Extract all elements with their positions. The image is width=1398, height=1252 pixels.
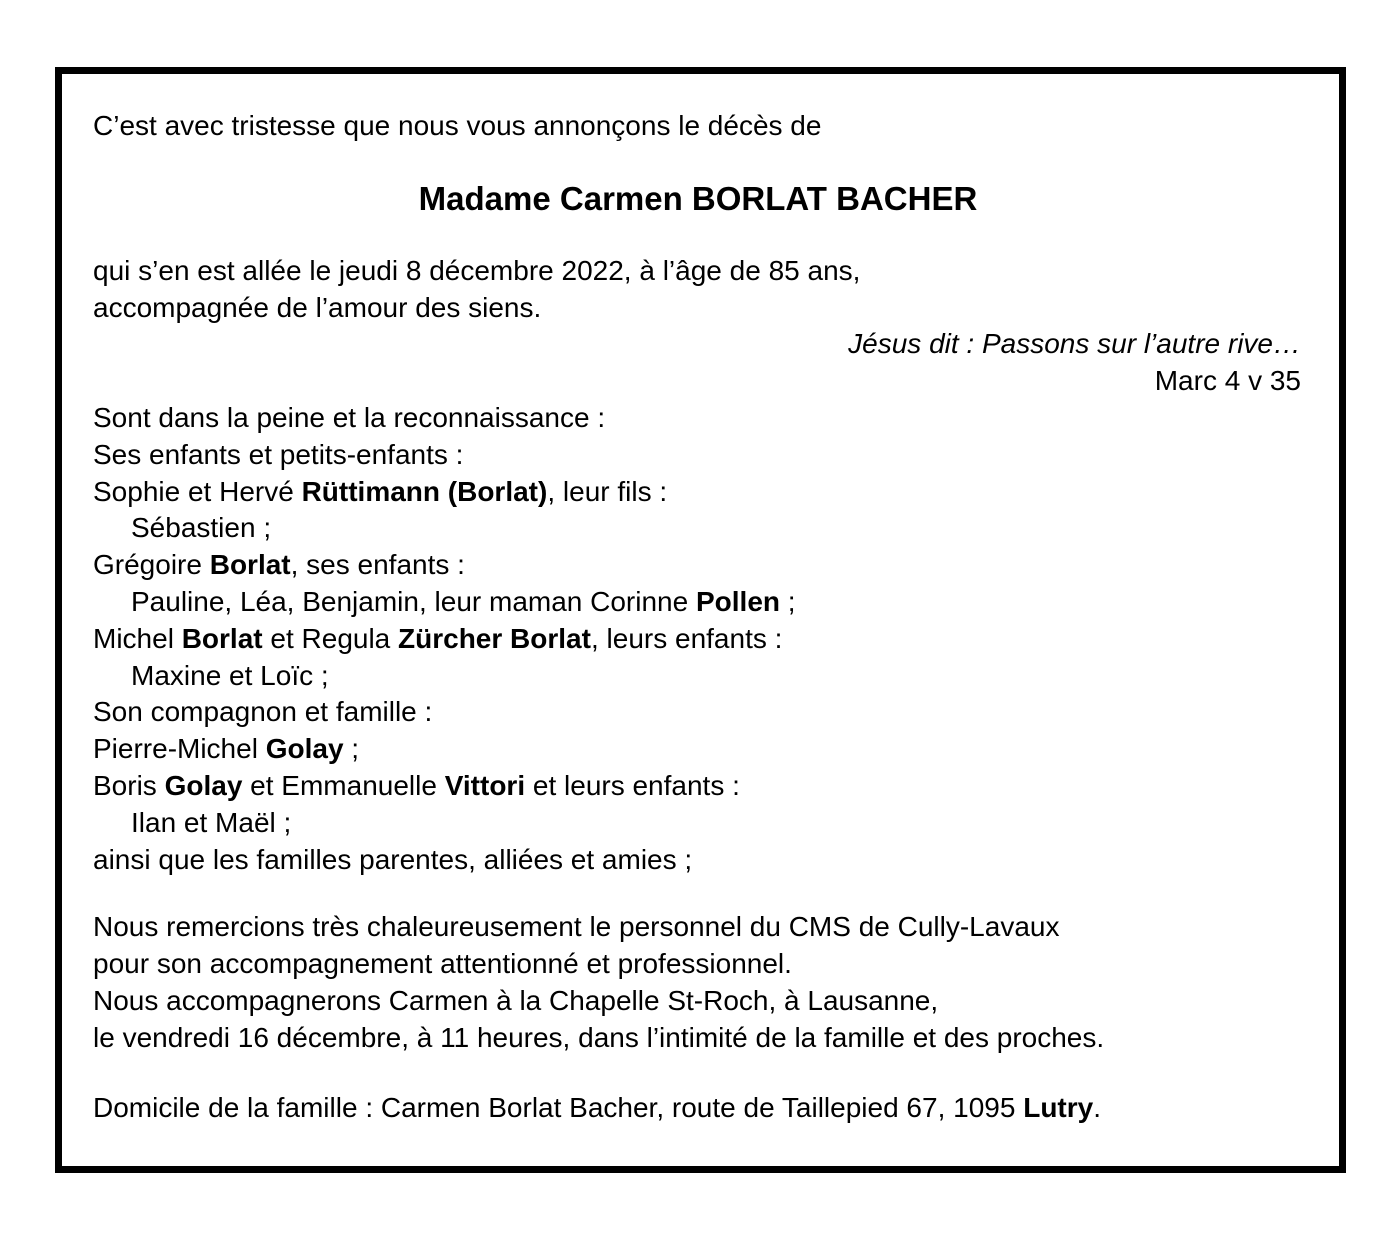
family-closing: ainsi que les familles parentes, alliées et amies ; <box>93 843 693 875</box>
family-list <box>93 400 1303 878</box>
family-line-boris: Boris Golay et Emmanuelle Vittori et leurs enfants : <box>93 769 740 801</box>
thanks-line-1: Nous remercions très chaleureusement le personnel du CMS de Cully-Lavaux <box>93 911 1060 943</box>
family-line-michel: Michel Borlat et Regula Zürcher Borlat, leurs enfants : <box>93 622 783 654</box>
family-line-sebastien: Sébastien ; <box>131 512 272 544</box>
deceased-name: Madame Carmen BORLAT BACHER <box>418 179 978 217</box>
bible-reference: Marc 4 v 35 <box>1154 365 1301 397</box>
thanks-line-2: pour son accompagnement attentionné et professionnel. <box>93 948 792 980</box>
domicile-line: Domicile de la famille : Carmen Borlat Bacher, route de Taillepied 67, 1095 Lutry. <box>93 1091 1101 1123</box>
family-line-pierre-michel: Pierre-Michel Golay ; <box>93 733 360 765</box>
thanks-line-3: Nous accompagnerons Carmen à la Chapelle St-Roch, à Lausanne, <box>93 984 939 1016</box>
family-heading: Sont dans la peine et la reconnaissance : <box>93 401 606 433</box>
family-line-ilan: Ilan et Maël ; <box>131 806 292 838</box>
thanks-paragraph <box>93 909 1303 1056</box>
children-heading: Ses enfants et petits-enfants : <box>93 438 464 470</box>
bible-quote: Jésus dit : Passons sur l’autre rive… <box>848 328 1301 360</box>
companion-heading: Son compagnon et famille : <box>93 696 433 728</box>
domicile-paragraph <box>93 1090 1303 1127</box>
family-line-pauline: Pauline, Léa, Benjamin, leur maman Corinne Pollen ; <box>131 585 796 617</box>
family-line-gregoire: Grégoire Borlat, ses enfants : <box>93 549 465 581</box>
family-line-rüttimann: Sophie et Hervé Rüttimann (Borlat), leur fils : <box>93 475 668 507</box>
intro-line: C’est avec tristesse que nous vous annonçons le décès de <box>93 110 822 141</box>
thanks-line-4: le vendredi 16 décembre, à 11 heures, dans l’intimité de la famille et des proches. <box>93 1021 1105 1053</box>
family-line-maxine: Maxine et Loïc ; <box>131 659 329 691</box>
passing-line-2: accompagnée de l’amour des siens. <box>93 291 542 323</box>
passing-line-1: qui s’en est allée le jeudi 8 décembre 2022, à l’âge de 85 ans, <box>93 254 861 286</box>
obituary-notice <box>93 108 1303 1126</box>
